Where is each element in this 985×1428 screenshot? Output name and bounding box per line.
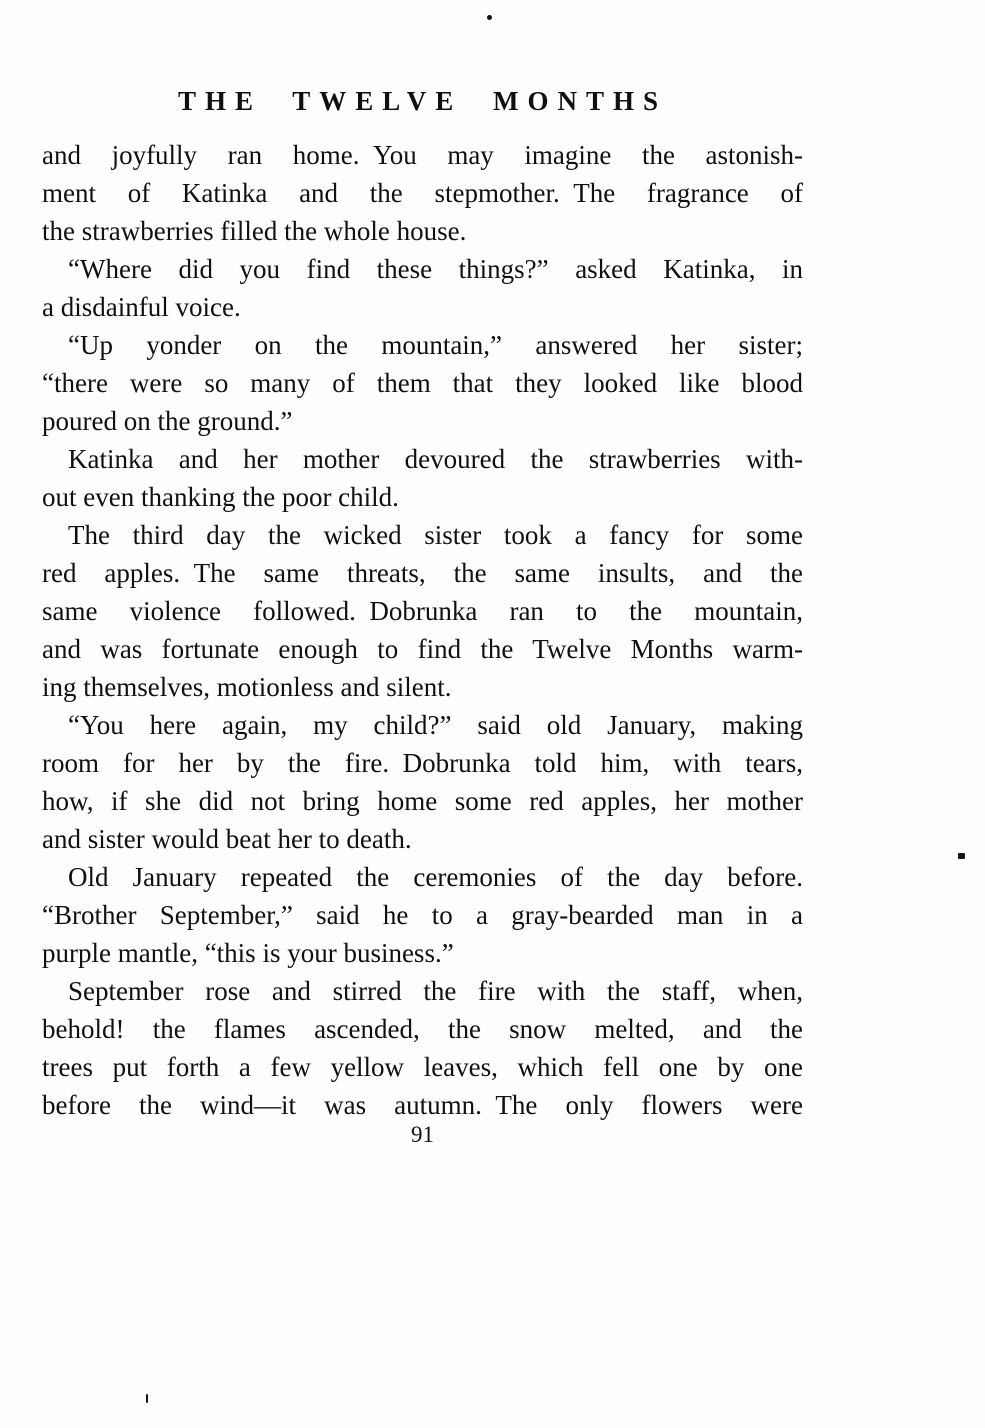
page-header-title: THE TWELVE MONTHS — [177, 86, 668, 116]
paragraph — [42, 250, 803, 326]
text-line: the strawberries filled the whole house. — [42, 216, 467, 246]
page-number: 91 — [411, 1122, 434, 1147]
text-line: “Up yonder on the mountain,” answered her sister; — [68, 330, 803, 360]
paragraph — [42, 326, 803, 440]
paragraph — [42, 706, 803, 858]
text-line: and was fortunate enough to find the Twelve Months warm- — [42, 634, 803, 664]
text-line: “there were so many of them that they looked like blood — [42, 368, 803, 398]
text-line: trees put forth a few yellow leaves, which fell one by one — [42, 1052, 803, 1082]
paragraph — [42, 972, 803, 1124]
text-line: and joyfully ran home. You may imagine the astonish- — [42, 140, 803, 170]
paragraph — [42, 516, 803, 706]
text-line: before the wind—it was autumn. The only flowers were — [42, 1090, 803, 1120]
text-line: out even thanking the poor child. — [42, 482, 399, 512]
text-line: a disdainful voice. — [42, 292, 241, 322]
scan-artifact-dot — [958, 853, 965, 859]
text-line: same violence followed. Dobrunka ran to the mountain, — [42, 596, 803, 626]
text-line: “You here again, my child?” said old January, making — [68, 710, 803, 740]
text-line: room for her by the fire. Dobrunka told him, with tears, — [42, 748, 803, 778]
text-line: “Where did you find these things?” asked Katinka, in — [68, 254, 803, 284]
text-line: Katinka and her mother devoured the strawberries with- — [68, 444, 803, 474]
scan-artifact-dot — [487, 15, 492, 20]
text-line: “Brother September,” said he to a gray-bearded man in a — [42, 900, 803, 930]
body-text — [42, 136, 803, 1124]
text-line: September rose and stirred the fire with the staff, when, — [68, 976, 803, 1006]
paragraph — [42, 858, 803, 972]
text-line: how, if she did not bring home some red apples, her mother — [42, 786, 803, 816]
text-line: ing themselves, motionless and silent. — [42, 672, 452, 702]
text-line: ment of Katinka and the stepmother. The fragrance of — [42, 178, 803, 208]
paragraph — [42, 136, 803, 250]
text-line: The third day the wicked sister took a fancy for some — [68, 520, 803, 550]
scan-artifact-tick — [146, 1394, 148, 1403]
paragraph — [42, 440, 803, 516]
text-line: and sister would beat her to death. — [42, 824, 412, 854]
text-line: Old January repeated the ceremonies of the day before. — [68, 862, 803, 892]
text-line: behold! the flames ascended, the snow melted, and the — [42, 1014, 803, 1044]
text-line: poured on the ground.” — [42, 406, 293, 436]
text-line: purple mantle, “this is your business.” — [42, 938, 454, 968]
text-line: red apples. The same threats, the same insults, and the — [42, 558, 803, 588]
